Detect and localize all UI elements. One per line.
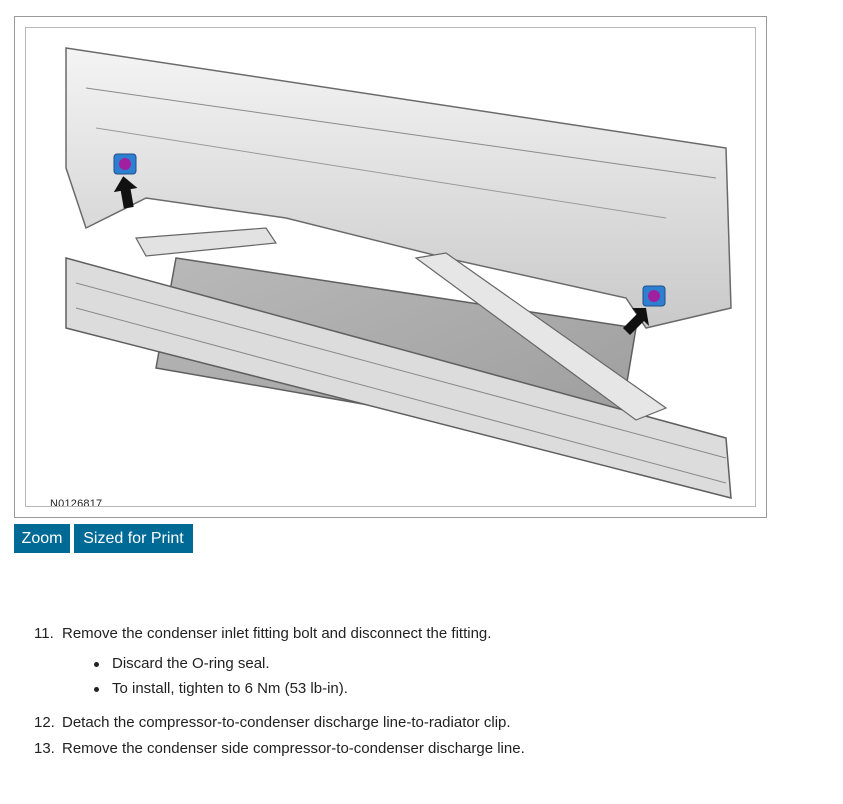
sized-for-print-button[interactable]: Sized for Print [74,524,193,553]
condenser-illustration [25,27,756,507]
step-text: Detach the compressor-to-condenser discharge line-to-radiator clip. [62,714,511,731]
condenser-drawing [26,28,756,507]
step-number: 13. [34,740,55,757]
step-11 [34,624,814,644]
step-13 [34,739,814,759]
procedure-steps [34,624,814,759]
figure-frame [14,16,767,518]
zoom-button[interactable]: Zoom [14,524,70,553]
step-number: 12. [34,714,55,731]
list-item: To install, tighten to 6 Nm (53 lb-in). [88,679,814,699]
step-12 [34,713,814,733]
step-11-notes [34,654,814,699]
step-text: Remove the condenser inlet fitting bolt and disconnect the fitting. [62,625,492,642]
figure-id-label: N0126817 [50,498,103,507]
step-number: 11. [34,625,54,642]
list-item: Discard the O-ring seal. [88,654,814,674]
step-text: Remove the condenser side compressor-to-condenser discharge line. [62,740,525,757]
